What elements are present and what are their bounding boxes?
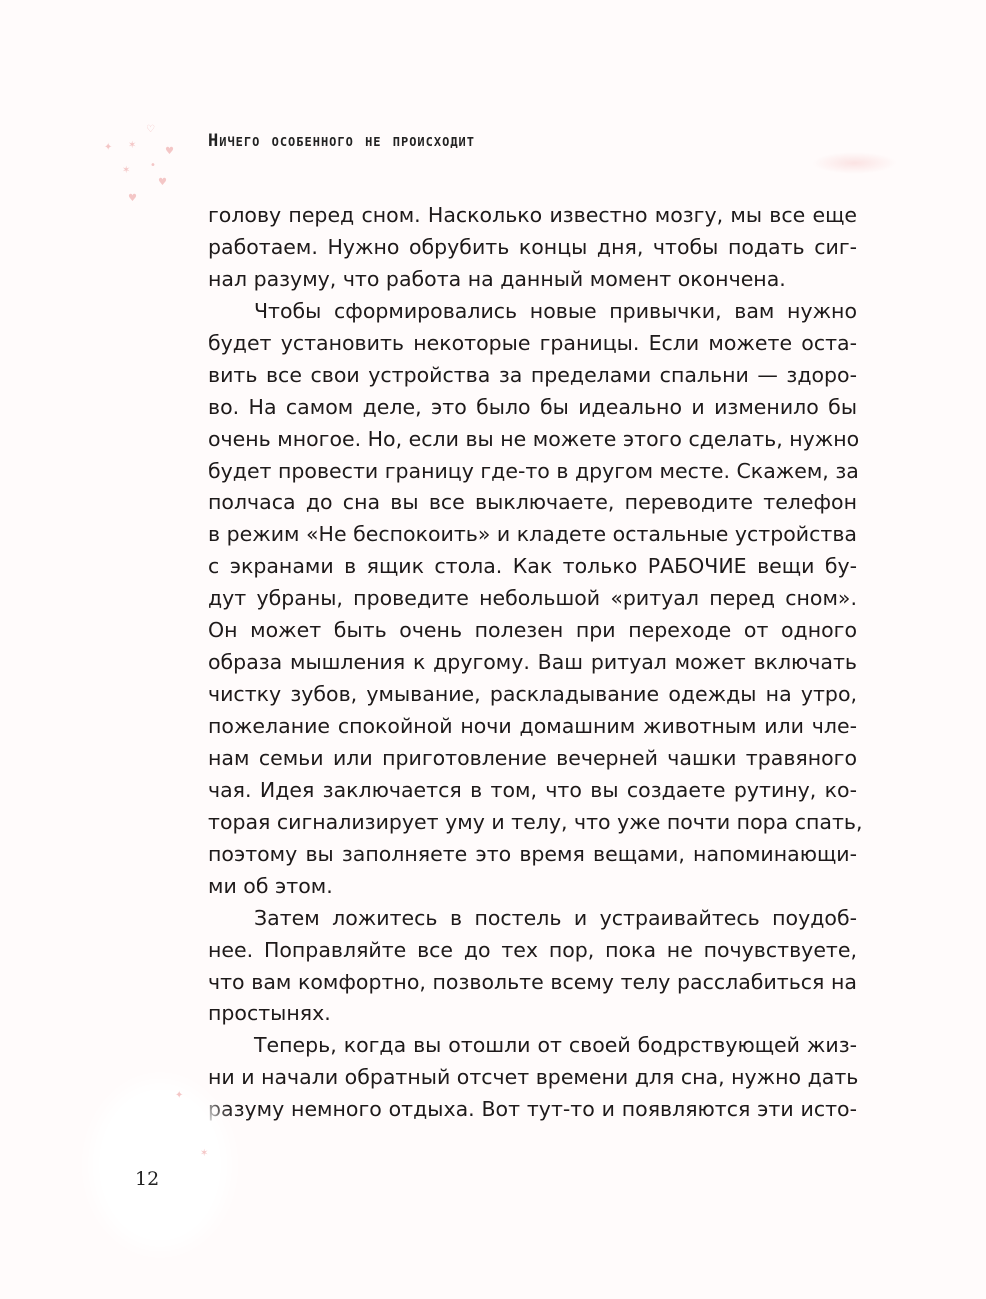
text-line: голову перед сном. Насколько известно мозгу, мы все еще [208,203,857,227]
text-line: Теперь, когда вы отошли от своей бодрствующей жиз- [254,1033,857,1058]
text-line: вить все свои устройства за пределами спальни — здоро- [208,362,857,387]
text-line: с экранами в ящик стола. Как только РАБОЧИЕ вещи бу- [208,554,857,579]
text-line: в режим «Не беспокоить» и кладете остальные устройства [208,522,857,547]
text-line: нам семьи или приготовление вечерней чашки травяного [208,745,857,770]
text-line: образа мышления к другому. Ваш ритуал может включать [208,650,857,675]
heart-decoration: ♥ [165,146,174,157]
text-line: ми об этом. [208,873,333,898]
text-line: разуму немного отдыха. Вот тут-то и появляются эти исто- [208,1097,857,1122]
text-line: будет установить некоторые границы. Если можете оста- [208,330,857,355]
text-line: чая. Идея заключается в том, что вы создаете рутину, ко- [208,777,857,802]
heart-decoration: ♥ [128,193,137,204]
text-line: что вам комфортно, позвольте всему телу расслабиться на [208,969,857,994]
running-title: Ничего особенного не происходит [208,131,476,151]
page-number: 12 [135,1168,160,1190]
paint-smudge-decoration [812,152,897,174]
text-line: работаем. Нужно обрубить концы дня, чтобы подать сиг- [208,234,857,259]
text-line: Затем ложитесь в постель и устраивайтесь поудоб- [254,905,857,930]
star-decoration: ✶ [122,165,131,176]
text-line: очень многое. Но, если вы не можете этого сделать, нужно [208,426,860,451]
heart-decoration: ♡ [146,124,155,135]
text-line: Чтобы сформировались новые привычки, вам нужно [254,298,857,323]
text-line: ни и начали обратный отсчет времени для сна, нужно дать [208,1065,859,1090]
text-line: полчаса до сна вы все выключаете, переводите телефон [208,490,857,515]
text-line: чистку зубов, умывание, раскладывание одежды на утро, [208,682,857,707]
star-decoration: ✶ [128,140,137,151]
text-line: дут убраны, проведите небольшой «ритуал перед сном». [208,586,857,611]
text-line: пожелание спокойной ночи домашним животным или чле- [208,714,857,738]
star-decoration: ✦ [175,1090,184,1101]
text-line: простынях. [208,1001,331,1026]
star-decoration: ✦ [104,142,113,153]
star-decoration: ✶ [200,1148,209,1159]
text-line: во. На самом деле, это было бы идеально и изменило бы [208,394,857,419]
page-body-text [208,200,863,1126]
page-number-background [100,1090,220,1240]
text-line: торая сигнализирует уму и телу, что уже почти пора спать, [208,809,863,834]
heart-decoration: ♥ [158,177,167,188]
text-line: нал разуму, что работа на данный момент окончена. [208,266,786,291]
text-line: нее. Поправляйте все до тех пор, пока не почувствуете, [208,937,857,962]
text-line: Он может быть очень полезен при переходе от одного [208,618,857,643]
text-line: будет провести границу где-то в другом месте. Скажем, за [208,458,859,483]
text-line: поэтому вы заполняете это время вещами, напоминающи- [208,841,857,866]
star-decoration: • [150,160,156,171]
